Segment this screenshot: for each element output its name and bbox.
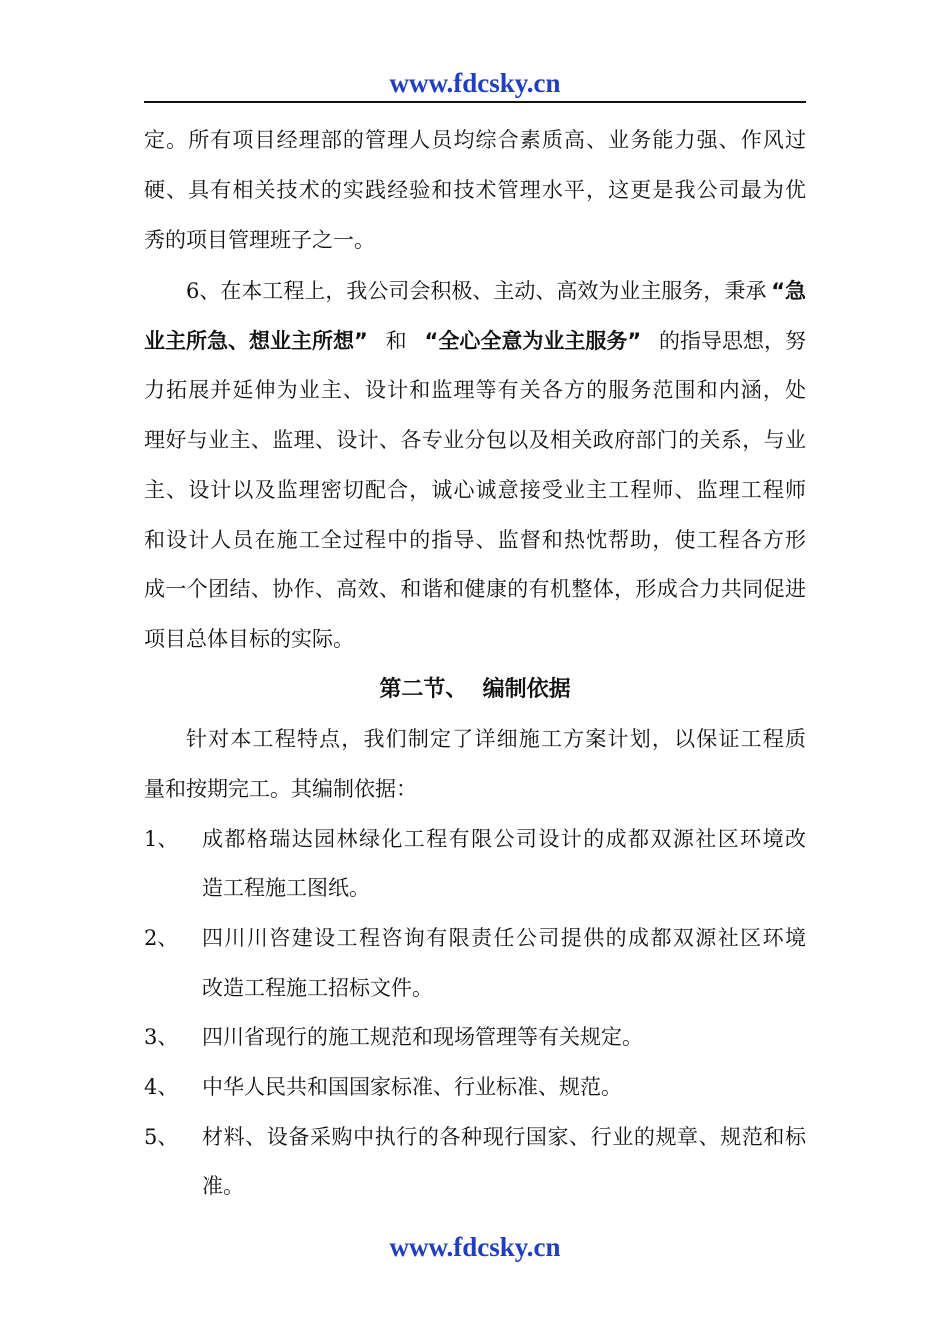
header-site-link[interactable]: www.fdcsky.cn (389, 68, 561, 98)
basis-5-line-2: 准。 (202, 1174, 244, 1198)
para2-quote-2: “全心全意为业主服务” (424, 329, 642, 353)
basis-1-number: 1、 (144, 827, 179, 851)
para1-line-1: 定。所有项目经理部的管理人员均综合素质高、业务能力强、作风过 (144, 128, 806, 152)
para2-quote-1: 业主所急、想业主所想” (144, 329, 368, 353)
header-divider (144, 101, 806, 103)
para2-line-7: 成一个团结、协作、高效、和谐和健康的有机整体，形成合力共同促进 (144, 577, 806, 601)
basis-5-line-1: 材料、设备采购中执行的各种现行国家、行业的规章、规范和标 (202, 1125, 806, 1149)
basis-1-line-2: 造工程施工图纸。 (202, 876, 370, 900)
para2-line-8: 项目总体目标的实际。 (144, 627, 354, 651)
para2-line1-text: 6、在本工程上，我公司会积极、主动、高效为业主服务，秉承 (186, 279, 767, 303)
para2-line-2 (144, 326, 806, 356)
basis-2-number: 2、 (144, 926, 179, 950)
para2-line-3: 力拓展并延伸为业主、设计和监理等有关各方的服务范围和内涵，处 (144, 378, 806, 402)
section-title: 第二节、 编制依据 (379, 677, 571, 702)
basis-2-line-2: 改造工程施工招标文件。 (202, 976, 433, 1000)
para1-line-3: 秀的项目管理班子之一。 (144, 228, 375, 252)
basis-4-line-1: 中华人民共和国国家标准、行业标准、规范。 (202, 1075, 622, 1099)
basis-4-number: 4、 (144, 1075, 179, 1099)
basis-2-line-1: 四川川咨建设工程咨询有限责任公司提供的成都双源社区环境 (202, 926, 806, 950)
para2-and: 和 (385, 329, 407, 353)
para2-line1-bold: “急 (771, 279, 806, 303)
para2-line-6: 和设计人员在施工全过程中的指导、监督和热忱帮助，使工程各方形 (144, 528, 806, 552)
para2-line-1 (186, 276, 806, 306)
para2-line2-tail: 的指导思想，努 (659, 329, 806, 353)
intro-line-1: 针对本工程特点，我们制定了详细施工方案计划，以保证工程质 (186, 727, 806, 751)
basis-3-number: 3、 (144, 1025, 179, 1049)
footer-site-link[interactable]: www.fdcsky.cn (389, 1232, 561, 1262)
intro-line-2: 量和按期完工。其编制依据： (144, 777, 417, 801)
para1-line-2: 硬、具有相关技术的实践经验和技术管理水平，这更是我公司最为优 (144, 178, 806, 202)
para2-line-5: 主、设计以及监理密切配合，诚心诚意接受业主工程师、监理工程师 (144, 478, 806, 502)
basis-5-number: 5、 (144, 1125, 179, 1149)
basis-1-line-1: 成都格瑞达园林绿化工程有限公司设计的成都双源社区环境改 (202, 827, 806, 851)
basis-3-line-1: 四川省现行的施工规范和现场管理等有关规定。 (202, 1025, 643, 1049)
para2-line-4: 理好与业主、监理、设计、各专业分包以及相关政府部门的关系，与业 (144, 428, 806, 452)
